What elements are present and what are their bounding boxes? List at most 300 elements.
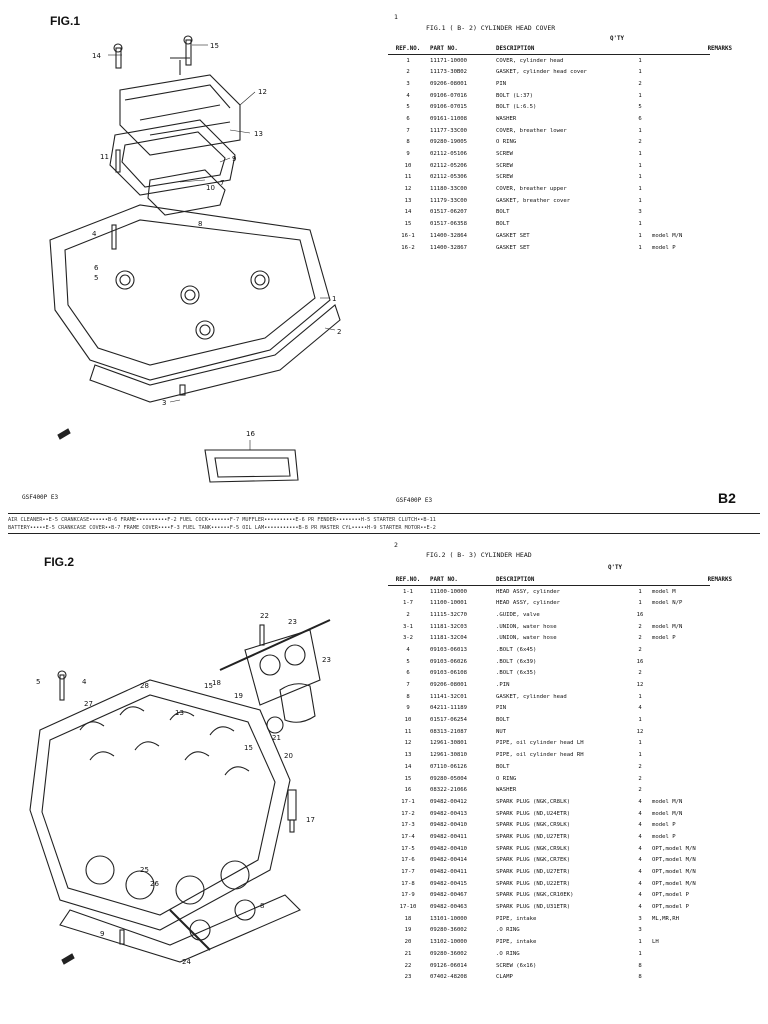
cell-part-no: 09161-11008 bbox=[430, 115, 468, 122]
table-row bbox=[388, 726, 734, 738]
cell-part-no: 02112-05106 bbox=[430, 151, 468, 158]
cell-qty: 2 bbox=[638, 787, 642, 794]
cell-ref-no: 14 bbox=[404, 209, 412, 216]
table-row bbox=[388, 796, 734, 808]
table-row bbox=[388, 738, 734, 750]
callout-19: 19 bbox=[234, 692, 243, 700]
cell-remarks bbox=[650, 925, 734, 937]
cell-description: SPARK PLUG (NGK,CR10EK) bbox=[496, 892, 574, 899]
table-row bbox=[388, 936, 734, 948]
callout-5: 5 bbox=[94, 274, 99, 282]
cell-description: SPARK PLUG (ND,U24ETR) bbox=[496, 810, 571, 817]
cell-ref-no: 21 bbox=[404, 950, 412, 957]
table-row bbox=[388, 808, 734, 820]
cell-remarks bbox=[650, 971, 734, 983]
cell-remarks bbox=[650, 207, 734, 219]
cell-ref-no: 5 bbox=[406, 104, 410, 111]
cell-ref-no: 11 bbox=[404, 728, 412, 735]
cell-description: PIPE, intake bbox=[496, 915, 537, 922]
cell-qty: 1 bbox=[638, 693, 642, 700]
cell-part-no: 13102-10000 bbox=[430, 939, 468, 946]
cell-remarks: OPT,model M/N bbox=[652, 869, 696, 876]
cell-remarks bbox=[650, 218, 734, 230]
cell-remarks bbox=[650, 183, 734, 195]
callout-13: 13 bbox=[254, 130, 263, 138]
cell-description: COVER, breather lower bbox=[496, 127, 567, 134]
cell-description: .UNION, water hose bbox=[496, 623, 557, 630]
table-row bbox=[388, 172, 734, 184]
table-row bbox=[388, 831, 734, 843]
cell-part-no: 12961-30801 bbox=[430, 740, 468, 747]
cell-qty: 2 bbox=[638, 139, 642, 146]
cell-ref-no: 1-1 bbox=[402, 588, 414, 595]
table-row bbox=[388, 183, 734, 195]
cell-qty: 3 bbox=[638, 915, 642, 922]
cell-part-no: 07402-48208 bbox=[430, 974, 468, 981]
cell-description: SCREW bbox=[496, 151, 513, 158]
cell-ref-no: 10 bbox=[404, 162, 412, 169]
cell-ref-no: 17-8 bbox=[401, 880, 415, 887]
cell-description: PIPE, oil cylinder head RH bbox=[496, 752, 584, 759]
cell-qty: 4 bbox=[638, 798, 642, 805]
cell-qty: 1 bbox=[638, 939, 642, 946]
cell-part-no: 11177-33C00 bbox=[430, 127, 468, 134]
cell-qty: 8 bbox=[638, 974, 642, 981]
callout-12: 12 bbox=[258, 88, 267, 96]
callout-3: 3 bbox=[162, 399, 167, 407]
cell-remarks bbox=[650, 773, 734, 785]
cell-description: SPARK PLUG (NGK,CR9LK) bbox=[496, 822, 571, 829]
cell-remarks bbox=[650, 101, 734, 113]
table-row bbox=[388, 90, 734, 102]
cell-description: HEAD ASSY, cylinder bbox=[496, 600, 560, 607]
table-row bbox=[388, 137, 734, 149]
cell-part-no: 09206-08001 bbox=[430, 682, 468, 689]
col-remarks: REMARKS bbox=[707, 45, 732, 52]
table-row bbox=[388, 855, 734, 867]
cell-qty: 2 bbox=[638, 670, 642, 677]
cell-description: COVER, cylinder head bbox=[496, 57, 564, 64]
cell-ref-no: 9 bbox=[406, 705, 410, 712]
cell-remarks bbox=[650, 195, 734, 207]
table-row bbox=[388, 761, 734, 773]
fig1-page-number: 1 bbox=[394, 13, 398, 21]
cell-part-no: 09482-00415 bbox=[430, 880, 468, 887]
table-row bbox=[388, 160, 734, 172]
table-row bbox=[388, 218, 734, 230]
col-description: DESCRIPTION bbox=[496, 45, 535, 52]
cell-remarks bbox=[650, 761, 734, 773]
cell-part-no: 04211-11189 bbox=[430, 705, 468, 712]
cell-qty: 16 bbox=[636, 658, 644, 665]
cell-ref-no: 15 bbox=[404, 221, 412, 228]
fig2-parts-table-body bbox=[388, 586, 734, 983]
cell-description: GASKET SET bbox=[496, 244, 530, 251]
cell-ref-no: 1-7 bbox=[402, 600, 414, 607]
cell-remarks bbox=[650, 726, 734, 738]
cell-qty: 8 bbox=[638, 962, 642, 969]
callout-24: 24 bbox=[182, 958, 191, 966]
cell-ref-no: 18 bbox=[404, 915, 412, 922]
cell-remarks bbox=[650, 668, 734, 680]
col-ref-no: REF.NO. bbox=[395, 45, 421, 52]
cell-part-no: 09103-06013 bbox=[430, 646, 468, 653]
callout-10: 10 bbox=[206, 184, 215, 192]
cell-remarks bbox=[650, 644, 734, 656]
cell-remarks bbox=[650, 609, 734, 621]
fig1-title: FIG.1 ( B- 2) CYLINDER HEAD COVER bbox=[426, 24, 556, 32]
cell-description: SPARK PLUG (ND,U31ETR) bbox=[496, 904, 571, 911]
cell-part-no: 08322-21066 bbox=[430, 787, 468, 794]
cell-qty: 1 bbox=[638, 127, 642, 134]
callout-2: 2 bbox=[337, 328, 342, 336]
cell-remarks bbox=[650, 691, 734, 703]
cell-remarks bbox=[650, 714, 734, 726]
callout-16: 16 bbox=[246, 430, 255, 438]
fig2-parts-table-header bbox=[388, 574, 734, 586]
table-row bbox=[388, 679, 734, 691]
cell-description: SPARK PLUG (NGK,CR7EK) bbox=[496, 857, 571, 864]
cell-remarks bbox=[650, 948, 734, 960]
cell-qty: 4 bbox=[638, 869, 642, 876]
cell-qty: 1 bbox=[638, 221, 642, 228]
cell-description: COVER, breather upper bbox=[496, 186, 567, 193]
table-row bbox=[388, 960, 734, 972]
cell-qty: 1 bbox=[638, 244, 642, 251]
cell-qty: 1 bbox=[638, 197, 642, 204]
callout-22: 22 bbox=[260, 612, 269, 620]
table-row bbox=[388, 586, 734, 598]
cell-description: CLAMP bbox=[496, 974, 513, 981]
cell-description: SPARK PLUG (NGK,CR8LK) bbox=[496, 798, 571, 805]
cell-part-no: 11100-10000 bbox=[430, 588, 468, 595]
cell-remarks: model M/N bbox=[652, 232, 683, 239]
callout-18: 18 bbox=[212, 679, 221, 687]
cell-remarks bbox=[650, 90, 734, 102]
cell-part-no: 11400-32864 bbox=[430, 232, 468, 239]
cell-remarks: model M bbox=[652, 588, 676, 595]
index-strip-line-1: AIR CLEANER••E-5 CRANKCASE••••••B-6 FRAME••••••••••F-2 FUEL COCK•••••••F-7 MUFFLER••••••••••E-6 PR FENDER••••••••H-5 STARTER CLUTCH••B-11 bbox=[8, 517, 436, 523]
cell-description: BOLT bbox=[496, 763, 510, 770]
cell-ref-no: 7 bbox=[406, 127, 410, 134]
table-row bbox=[388, 784, 734, 796]
table-row bbox=[388, 878, 734, 890]
cell-qty: 1 bbox=[638, 151, 642, 158]
cell-part-no: 08313-21087 bbox=[430, 728, 468, 735]
cell-remarks: OPT,model P bbox=[652, 904, 690, 911]
fig2-label: FIG.2 bbox=[44, 555, 75, 569]
cell-description: GASKET, cylinder head cover bbox=[496, 69, 587, 76]
cell-description: SPARK PLUG (ND,U22ETR) bbox=[496, 880, 571, 887]
cell-remarks: model M/N bbox=[652, 810, 683, 817]
cell-ref-no: 22 bbox=[404, 962, 412, 969]
page-id-badge: B2 bbox=[718, 490, 736, 506]
fig1-header-rule bbox=[388, 54, 710, 55]
cell-ref-no: 19 bbox=[404, 927, 412, 934]
cell-part-no: 02112-05306 bbox=[430, 174, 468, 181]
table-row bbox=[388, 207, 734, 219]
callout-23: 23 bbox=[288, 618, 297, 626]
cell-ref-no: 6 bbox=[406, 670, 410, 677]
cell-part-no: 01517-06207 bbox=[430, 209, 468, 216]
cell-remarks: model M/N bbox=[652, 623, 683, 630]
index-strip-line-2: BATTERY•••••E-5 CRANKCASE COVER••B-7 FRAME COVER••••F-3 FUEL TANK••••••F-5 OIL LAM•••••••••••B-8 PR MASTER CYL•••••H-9 STARTER MOTOR••E-2 bbox=[8, 525, 436, 531]
fig2-parts-table bbox=[388, 574, 734, 983]
cell-description: BOLT bbox=[496, 209, 510, 216]
callout-10: 9 bbox=[100, 930, 105, 938]
cell-description: .O RING bbox=[496, 927, 520, 934]
cell-qty: 1 bbox=[638, 740, 642, 747]
cell-part-no: 02112-05206 bbox=[430, 162, 468, 169]
table-row bbox=[388, 819, 734, 831]
cell-qty: 1 bbox=[638, 752, 642, 759]
cell-qty: 2 bbox=[638, 80, 642, 87]
cell-ref-no: 17-10 bbox=[399, 904, 417, 911]
table-row bbox=[388, 597, 734, 609]
cell-remarks bbox=[650, 656, 734, 668]
fig1-label: FIG.1 bbox=[50, 14, 81, 28]
cell-remarks bbox=[650, 55, 734, 67]
cell-remarks bbox=[650, 703, 734, 715]
col-part-no: PART NO. bbox=[430, 576, 458, 583]
col-ref-no: REF.NO. bbox=[395, 576, 421, 583]
col-remarks: REMARKS bbox=[707, 576, 732, 583]
cell-qty: 6 bbox=[638, 115, 642, 122]
cell-qty: 4 bbox=[638, 892, 642, 899]
table-row bbox=[388, 113, 734, 125]
cell-ref-no: 15 bbox=[404, 775, 412, 782]
callout-14: 13 bbox=[175, 709, 184, 717]
cell-part-no: 11115-32C70 bbox=[430, 611, 468, 618]
cell-description: PIPE, oil cylinder head LH bbox=[496, 740, 584, 747]
fig1-model-left: GSF400P E3 bbox=[22, 494, 59, 501]
cell-ref-no: 17-2 bbox=[401, 810, 415, 817]
cell-ref-no: 6 bbox=[406, 115, 410, 122]
cell-part-no: 09280-36002 bbox=[430, 927, 468, 934]
cell-ref-no: 16-2 bbox=[401, 244, 415, 251]
cell-ref-no: 10 bbox=[404, 717, 412, 724]
col-part-no: PART NO. bbox=[430, 45, 458, 52]
cell-qty: 1 bbox=[638, 57, 642, 64]
fig2-qty-header-top: Q'TY bbox=[608, 565, 622, 571]
cell-part-no: 11181-32C04 bbox=[430, 635, 468, 642]
cell-part-no: 11181-32C03 bbox=[430, 623, 468, 630]
cell-description: SPARK PLUG (ND,U27ETR) bbox=[496, 833, 571, 840]
table-row bbox=[388, 843, 734, 855]
cell-ref-no: 13 bbox=[404, 197, 412, 204]
cell-description: HEAD ASSY, cylinder bbox=[496, 588, 560, 595]
cell-part-no: 09126-06014 bbox=[430, 962, 468, 969]
table-row bbox=[388, 901, 734, 913]
table-row bbox=[388, 971, 734, 983]
cell-qty: 2 bbox=[638, 623, 642, 630]
cell-qty: 1 bbox=[638, 69, 642, 76]
table-row bbox=[388, 656, 734, 668]
cell-ref-no: 23 bbox=[404, 974, 412, 981]
cylinder-head-cover-exploded-diagram bbox=[30, 30, 360, 490]
cell-remarks bbox=[650, 125, 734, 137]
table-row bbox=[388, 668, 734, 680]
cell-qty: 4 bbox=[638, 904, 642, 911]
cell-remarks: model P bbox=[652, 833, 676, 840]
table-row bbox=[388, 55, 734, 67]
index-strip-bottom-rule bbox=[8, 533, 760, 534]
cell-ref-no: 11 bbox=[404, 174, 412, 181]
cell-ref-no: 17-9 bbox=[401, 892, 415, 899]
cell-remarks bbox=[650, 66, 734, 78]
cell-ref-no: 17-6 bbox=[401, 857, 415, 864]
cell-qty: 2 bbox=[638, 775, 642, 782]
cell-description: .BOLT (6x35) bbox=[496, 670, 537, 677]
callout-4: 4 bbox=[82, 678, 87, 686]
callout-8: 8 bbox=[260, 902, 265, 910]
table-row bbox=[388, 773, 734, 785]
cell-description: O RING bbox=[496, 139, 517, 146]
cell-part-no: 09482-00467 bbox=[430, 892, 468, 899]
cell-qty: 4 bbox=[638, 857, 642, 864]
cell-ref-no: 12 bbox=[404, 740, 412, 747]
callout-27: 28 bbox=[140, 682, 149, 690]
cell-ref-no: 2 bbox=[406, 611, 410, 618]
cell-ref-no: 3 bbox=[406, 80, 410, 87]
cell-description: SPARK PLUG (NGK,CR9LK) bbox=[496, 845, 571, 852]
cell-description: PIN bbox=[496, 705, 507, 712]
col-qty bbox=[630, 43, 650, 55]
cell-ref-no: 5 bbox=[406, 658, 410, 665]
cell-description: WASHER bbox=[496, 787, 517, 794]
cell-part-no: 09482-00411 bbox=[430, 869, 468, 876]
cell-remarks: model P bbox=[652, 244, 676, 251]
cell-remarks bbox=[650, 137, 734, 149]
cell-description: BOLT bbox=[496, 221, 510, 228]
cell-remarks bbox=[650, 679, 734, 691]
cell-part-no: 09103-06108 bbox=[430, 670, 468, 677]
cell-ref-no: 20 bbox=[404, 939, 412, 946]
cell-qty: 2 bbox=[638, 763, 642, 770]
cell-description: SCREW bbox=[496, 174, 513, 181]
cell-ref-no: 1 bbox=[406, 57, 410, 64]
cell-ref-no: 2 bbox=[406, 69, 410, 76]
cell-qty: 1 bbox=[638, 232, 642, 239]
callout-26: 26 bbox=[150, 880, 159, 888]
cell-remarks: model M/N bbox=[652, 798, 683, 805]
callout-14: 14 bbox=[92, 52, 101, 60]
table-row bbox=[388, 714, 734, 726]
table-row bbox=[388, 125, 734, 137]
table-row bbox=[388, 890, 734, 902]
cell-description: .BOLT (6x39) bbox=[496, 658, 537, 665]
cell-description: .PIN bbox=[496, 682, 510, 689]
cell-description: GASKET SET bbox=[496, 232, 530, 239]
cell-part-no: 09482-00413 bbox=[430, 810, 468, 817]
cell-part-no: 07110-06126 bbox=[430, 763, 468, 770]
cell-part-no: 09106-07016 bbox=[430, 92, 468, 99]
cell-part-no: 09103-06026 bbox=[430, 658, 468, 665]
callout-1: 1 bbox=[332, 295, 337, 303]
cell-description: NUT bbox=[496, 728, 507, 735]
cell-qty: 4 bbox=[638, 822, 642, 829]
table-row bbox=[388, 644, 734, 656]
cell-description: WASHER bbox=[496, 115, 517, 122]
cell-ref-no: 16 bbox=[404, 787, 412, 794]
cell-part-no: 09482-00412 bbox=[430, 798, 468, 805]
fig1-parts-table bbox=[388, 43, 734, 253]
col-description: DESCRIPTION bbox=[496, 576, 535, 583]
table-row bbox=[388, 703, 734, 715]
cell-description: PIN bbox=[496, 80, 507, 87]
cell-qty: 4 bbox=[638, 810, 642, 817]
table-row bbox=[388, 632, 734, 644]
callout-17: 17 bbox=[306, 816, 315, 824]
cell-qty: 16 bbox=[636, 611, 644, 618]
cell-description: .O RING bbox=[496, 950, 520, 957]
cell-description: BOLT (L:37) bbox=[496, 92, 534, 99]
cylinder-head-exploded-diagram bbox=[20, 610, 360, 980]
cell-description: O RING bbox=[496, 775, 517, 782]
callout-4: 4 bbox=[92, 230, 97, 238]
cell-qty: 3 bbox=[638, 209, 642, 216]
cell-ref-no: 16-1 bbox=[401, 232, 415, 239]
cell-part-no: 11171-10000 bbox=[430, 57, 468, 64]
cell-part-no: 09280-36002 bbox=[430, 950, 468, 957]
cell-remarks: model P bbox=[652, 635, 676, 642]
cell-qty: 4 bbox=[638, 880, 642, 887]
cell-part-no: 09482-00411 bbox=[430, 833, 468, 840]
callout-11: 11 bbox=[100, 153, 109, 161]
table-row bbox=[388, 948, 734, 960]
cell-remarks: LH bbox=[652, 939, 659, 946]
cell-description: .BOLT (6x45) bbox=[496, 646, 537, 653]
cell-qty: 1 bbox=[638, 162, 642, 169]
cell-part-no: 11179-33C00 bbox=[430, 197, 468, 204]
cell-description: GASKET, cylinder head bbox=[496, 693, 567, 700]
cell-part-no: 09482-00463 bbox=[430, 904, 468, 911]
cell-remarks bbox=[650, 148, 734, 160]
cell-remarks: OPT,model M/N bbox=[652, 857, 696, 864]
cell-description: .UNION, water hose bbox=[496, 635, 557, 642]
table-row bbox=[388, 913, 734, 925]
fig1-qty-header-top: Q'TY bbox=[610, 36, 624, 42]
cell-part-no: 09482-00410 bbox=[430, 822, 468, 829]
table-row bbox=[388, 78, 734, 90]
fig1-model-right: GSF400P E3 bbox=[396, 497, 433, 504]
cell-ref-no: 17-7 bbox=[401, 869, 415, 876]
cell-ref-no: 17-5 bbox=[401, 845, 415, 852]
cell-part-no: 01517-06358 bbox=[430, 221, 468, 228]
table-row bbox=[388, 242, 734, 254]
index-strip-top-rule bbox=[8, 513, 760, 514]
cell-part-no: 09106-07015 bbox=[430, 104, 468, 111]
table-row bbox=[388, 148, 734, 160]
cell-part-no: 09482-00414 bbox=[430, 857, 468, 864]
cell-remarks: model N/P bbox=[652, 600, 683, 607]
cell-qty: 12 bbox=[636, 728, 644, 735]
table-row bbox=[388, 101, 734, 113]
cell-part-no: 09206-08001 bbox=[430, 80, 468, 87]
cell-remarks bbox=[650, 113, 734, 125]
table-row bbox=[388, 609, 734, 621]
cell-qty: 1 bbox=[638, 950, 642, 957]
table-row bbox=[388, 195, 734, 207]
cell-qty: 1 bbox=[638, 186, 642, 193]
cell-remarks: OPT,model P bbox=[652, 892, 690, 899]
cell-remarks bbox=[650, 960, 734, 972]
callout-16b: 15 bbox=[244, 744, 253, 752]
cell-remarks bbox=[650, 172, 734, 184]
table-row bbox=[388, 691, 734, 703]
cell-part-no: 11141-32C01 bbox=[430, 693, 468, 700]
table-row bbox=[388, 621, 734, 633]
